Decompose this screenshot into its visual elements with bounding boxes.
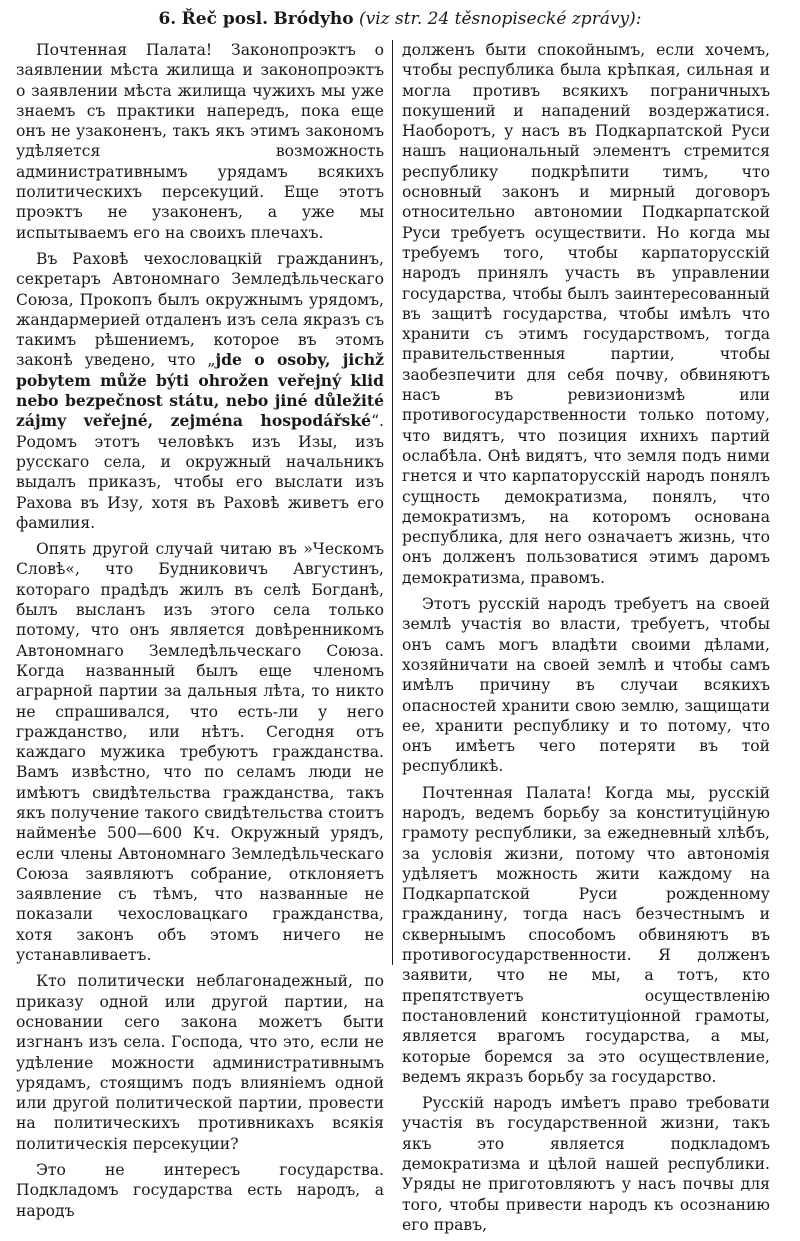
paragraph: Этотъ русскій народъ требуетъ на своей землѣ участія во власти, требуетъ, чтобы онъ самъ могъ владѣти своими дѣлами, хозяйничати на своей землѣ и чтобы самъ имѣлъ причину въ случаи всякихъ опасностей хранити свою землю, защищати ее, хранити республику и то потому, что онъ имѣетъ чего потеряти въ той республикѣ.	[402, 595, 770, 776]
paragraph: Это не интересъ государства. Подкладомъ государства есть народъ, а народъ	[16, 1161, 384, 1220]
paragraph: долженъ быти спокойнымъ, если хочемъ, чтобы республика была крѣпкая, сильная и могла противъ всякихъ пограничныхъ покушений и нападений воздержатися. Наоборотъ, у насъ въ Подкарпатской Руси нашъ национальный элементъ стремится республику подкрѣпити тимъ, что основный законъ и мирный договоръ относительно автономии Подкарпатской Руси требуетъ осуществити. Но когда мы требуемъ того, чтобы карпаторусскій народъ принялъ участь въ управлении государства, чтобы былъ заинтересованный въ защитѣ государства, чтобы имѣлъ что хранити съ этимъ государствомъ, тогда правительственныя партии, чтобы заобезпечити для себя почву, обвиняютъ насъ въ ревизионизмѣ или противогосударственности только потому, что видятъ, что позиция ихнихъ партий ослабѣла. Онѣ видятъ, что земля подъ ними гнется и что карпаторусскій народъ понялъ сущность демократизма, понялъ, что демократизмъ, на которомъ основана республика, для него означаетъ жизнь, что онъ долженъ пользоватися этимъ даромъ демократизма, правомъ.	[402, 41, 770, 587]
paragraph: Опять другой случай читаю въ »Ческомъ Словѣ«, что Будниковичъ Августинъ, котораго прадѣдъ жилъ въ селѣ Богданѣ, былъ высланъ изъ этого села только потому, что онъ является довѣренникомъ Автономнаго Земледѣльческаго Союза. Когда названный былъ еще членомъ аграрной партии за дальныя лѣта, то никто не спрашивался, что есть-ли у него гражданство, или нѣтъ. Сегодня отъ каждаго мужика требуютъ гражданства. Вамъ извѣстно, что по селамъ люди не имѣютъ свидѣтельства гражданства, такъ якъ получение такого свидѣтельства стоитъ найменѣе 500—600 Кч. Окружный урядъ, если члены Автономнаго Земледѣльческаго Союза заявляютъ собрание, отклоняетъ заявление съ тѣмъ, что названные не показали чехословацкаго гражданства, хотя законъ объ этомъ ничего не устанавливаетъ.	[16, 540, 384, 965]
paragraph	[16, 249, 384, 533]
czech-quote: jde o osoby, jichž pobytem může býti ohrožen veřejný klid nebo bezpečnost státu, nebo jiné důležité zájmy veřejné, zejména hospodářské	[16, 350, 384, 431]
section-heading	[0, 8, 800, 30]
section-number: 6.	[158, 9, 177, 29]
left-column	[16, 40, 384, 1227]
paragraph: Русскій народъ имѣетъ право требовати участія въ государственной жизни, такъ якъ это является подкладомъ демократизма и цѣлой нашей республики. Уряды не приготовляютъ у насъ почвы для того, чтобы привести народъ къ осознанию его правъ,	[402, 1094, 770, 1234]
section-title: Řeč posl.	[181, 9, 269, 29]
reference-note: (viz str. 24 těsnopisecké zprávy):	[358, 9, 642, 29]
column-divider	[392, 40, 393, 965]
speaker-name: Bródyho	[273, 9, 354, 29]
paragraph: Почтенная Палата! Законопроэктъ о заявлении мѣста жилища и законопроэктъ о заявлении мѣста жилища чужихъ мы уже знаемъ съ практики напередъ, пока еще онъ не узаконенъ, такъ якъ этимъ закономъ удѣляется возможность административнымъ урядамъ всякихъ политическихъ персекуций. Еще этотъ проэктъ не узаконенъ, а уже мы испытываемъ его на своихъ плечахъ.	[16, 41, 384, 242]
right-column	[402, 40, 770, 1241]
paragraph: Кто политически неблагонадежный, по приказу одной или другой партии, на основании сего закона можетъ быти изгнанъ изъ села. Господа, что это, если не удѣление можности административнымъ урядамъ, стоящимъ подъ влиянiемъ одной или другой политической партии, провести на политическихъ противникахъ всякія политическія персекуции?	[16, 972, 384, 1153]
paragraph-text: “. Родомъ этотъ человѣкъ изъ Изы, изъ русскаго села, и окружный начальникъ выдалъ приказъ, чтобы его выслати изъ Рахова въ Изу, хотя въ Раховѣ живетъ его фамилия.	[16, 412, 384, 532]
paragraph: Почтенная Палата! Когда мы, русскій народъ, ведемъ борьбу за конституційную грамоту республики, за ежедневный хлѣбъ, за условія жизни, потому что автономія удѣляетъ можность жити каждому на Подкарпатской Руси рожденному гражданину, тогда насъ безчестнымъ и скверныымъ способомъ обвиняютъ въ противогосударственности. Я долженъ заявити, что не мы, а тотъ, кто препятствуетъ осуществленiю постановлений конституціонной грамоты, является врагомъ государства, а мы, которые боремся за это осуществление, ведемъ якразъ борьбу за государство.	[402, 783, 770, 1086]
paragraph-text: Въ Раховѣ чехословацкій гражданинъ, секретаръ Автономнаго Земледѣльческаго Союза, Прокопъ былъ окружнымъ урядомъ, жандармерией отдаленъ изъ села якразъ съ такимъ рѣшениемъ, которое въ этомъ законѣ уведено, что „	[16, 249, 384, 370]
